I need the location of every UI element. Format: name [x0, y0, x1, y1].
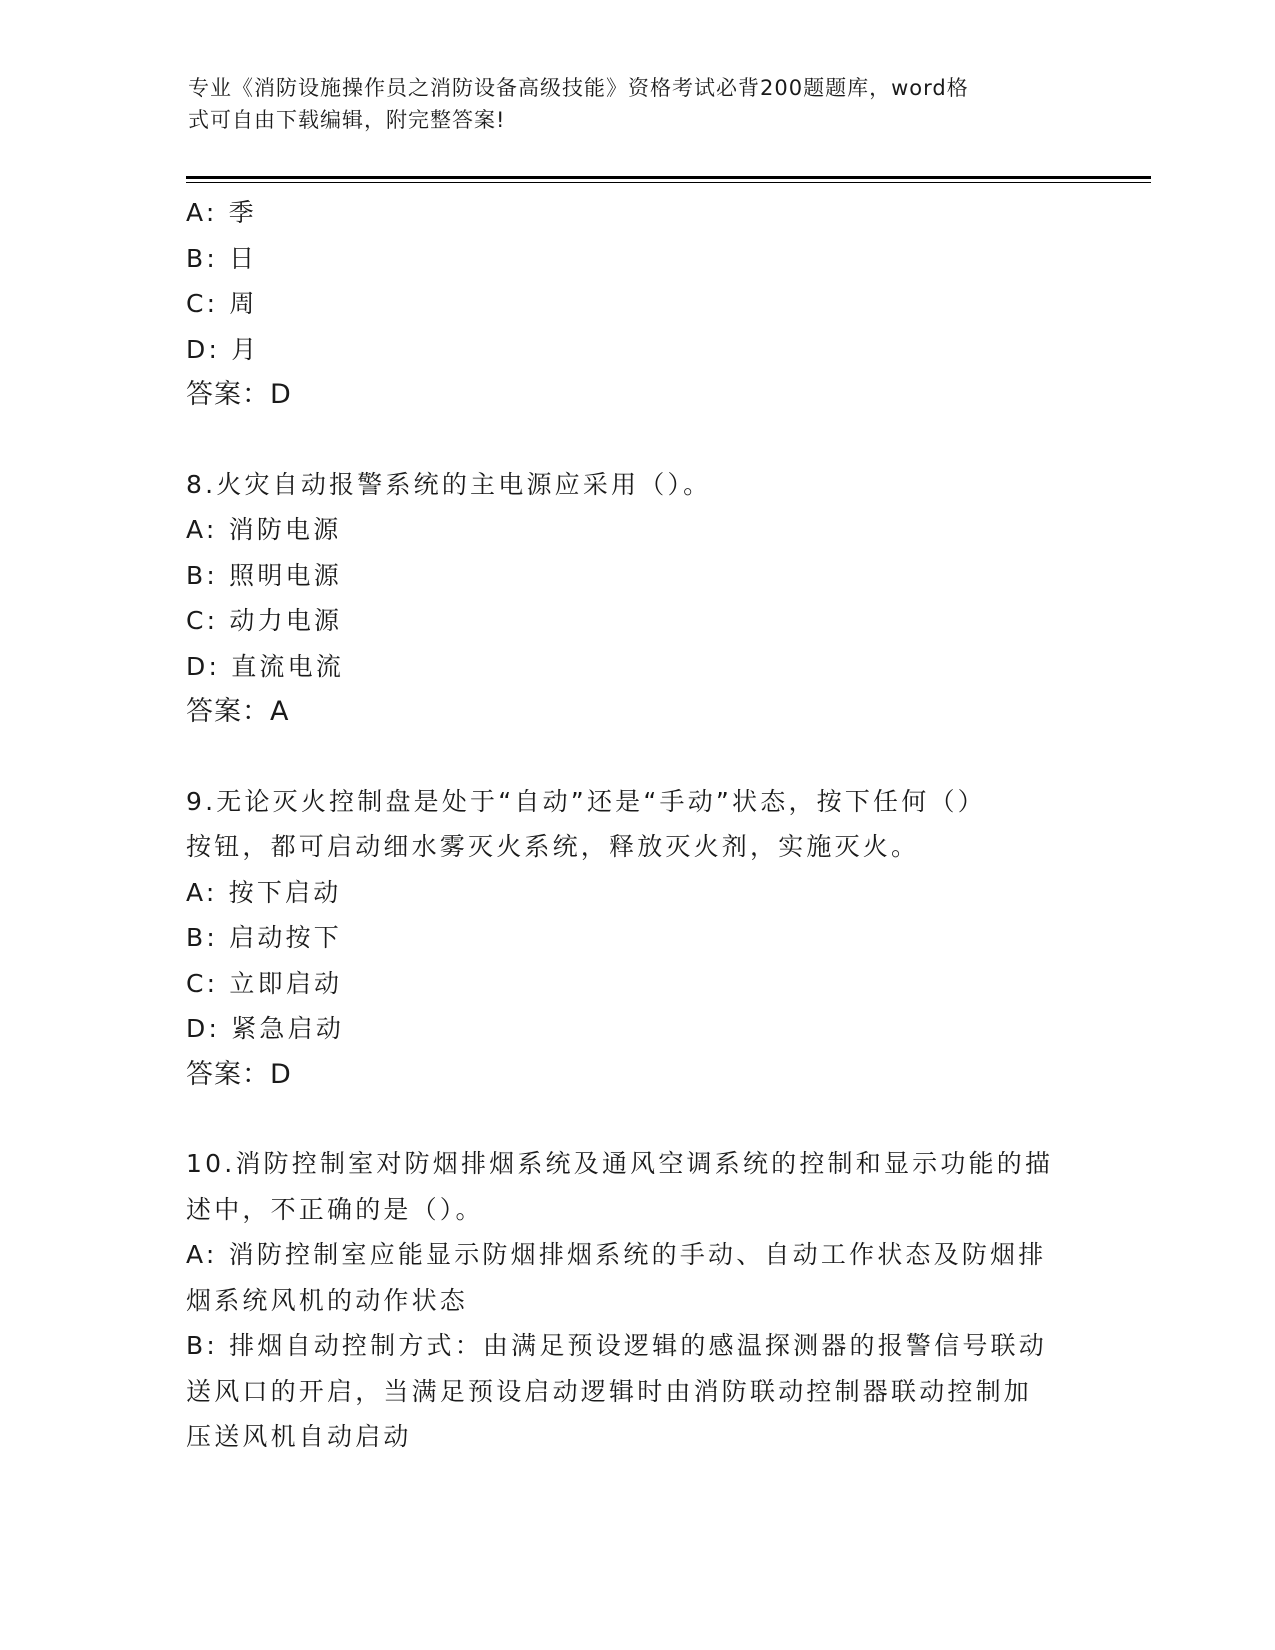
question-9 — [186, 779, 1086, 1098]
question-stem-cont: 述中，不正确的是（）。 — [186, 1194, 484, 1224]
option-d: D: 紧急启动 — [186, 1014, 345, 1043]
header-divider-thick — [186, 176, 1151, 179]
option-c: C: 周 — [186, 289, 258, 318]
answer-line: 答案：D — [186, 1058, 292, 1090]
question-partial — [186, 190, 1086, 418]
option-b: B: 启动按下 — [186, 923, 342, 952]
option-b: B: 照明电源 — [186, 560, 342, 590]
option-a: A: 按下启动 — [186, 877, 342, 907]
option-c: C: 动力电源 — [186, 606, 343, 635]
header-line-2: 式可自由下载编辑，附完整答案! — [188, 108, 506, 132]
option-a: A: 消防电源 — [186, 515, 342, 544]
document-header — [188, 72, 1068, 136]
option-c: C: 立即启动 — [186, 968, 343, 998]
answer-line: 答案：A — [186, 696, 290, 727]
header-line-1: 专业《消防设施操作员之消防设备高级技能》资格考试必背200题题库，word格 — [188, 76, 969, 100]
header-divider-thin — [186, 182, 1151, 183]
question-stem: 9.无论灭火控制盘是处于“自动”还是“手动”状态，按下任何（） — [186, 786, 986, 816]
question-list — [186, 190, 1086, 1460]
question-stem-cont: 按钮，都可启动细水雾灭火系统，释放灭火剂，实施灭火。 — [186, 832, 920, 861]
question-stem: 10.消防控制室对防烟排烟系统及通风空调系统的控制和显示功能的描 — [186, 1149, 1054, 1178]
question-8 — [186, 462, 1086, 735]
option-b: B: 日 — [186, 243, 258, 273]
question-stem: 8.火灾自动报警系统的主电源应采用（）。 — [186, 469, 712, 499]
question-10 — [186, 1141, 1086, 1460]
option-b: B: 排烟自动控制方式：由满足预设逻辑的感温探测器的报警信号联动 — [186, 1331, 1047, 1360]
answer-line: 答案：D — [186, 379, 292, 410]
option-a: A: 消防控制室应能显示防烟排烟系统的手动、自动工作状态及防烟排 — [186, 1240, 1047, 1269]
option-b-cont-2: 压送风机自动启动 — [186, 1422, 412, 1451]
option-d: D: 月 — [186, 334, 260, 364]
option-a: A: 季 — [186, 198, 257, 227]
option-a-cont: 烟系统风机的动作状态 — [186, 1285, 469, 1315]
option-d: D: 直流电流 — [186, 651, 345, 681]
option-b-cont: 送风口的开启，当满足预设启动逻辑时由消防联动控制器联动控制加 — [186, 1376, 1033, 1406]
